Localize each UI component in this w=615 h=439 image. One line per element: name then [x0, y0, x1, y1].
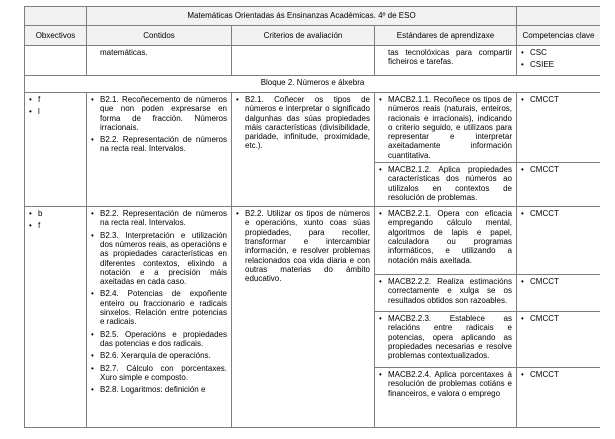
competencia-item: • CMCCT — [521, 209, 596, 218]
carry-estandares-text: tas tecnolóxicas para compartir ficheiros e tarefas. — [388, 48, 512, 67]
g1-standard-cell — [375, 93, 517, 163]
standard-item: • MACB2.1.2. Aplica propiedades características dos números ao utilizalos en contextos de resolución de problemas. — [379, 165, 512, 202]
block-title-row — [25, 76, 601, 93]
standard-item: • MACB2.2.3. Establece as relacións entre radicais e potencias, opera aplicando as propiedades necesarias e resolve problemas contextualizados. — [379, 314, 512, 360]
block-title: Bloque 2. Números e álxebra — [25, 76, 601, 93]
carry-contidos-cell — [87, 46, 232, 76]
header-contidos: Contidos — [87, 26, 232, 46]
obxectivo-item: • f — [29, 95, 82, 104]
g2-standard-cell — [375, 368, 517, 428]
g2-standard-cell — [375, 312, 517, 368]
g2-comp-cell — [517, 368, 601, 428]
contido-item: • B2.3. Interpretación e utilización dos números reais, as operacións e as propiedades características en diferentes contextos, elixindo a notación e a precisión máis axeitadas en cada caso. — [91, 231, 227, 287]
contido-item: • B2.6. Xerarquía de operacións. — [91, 351, 227, 360]
contido-item: • B2.5. Operacións e propiedades das potencias e dos radicais. — [91, 330, 227, 349]
curriculum-table — [24, 6, 600, 428]
criterio-item: • B2.1. Coñecer os tipos de números e interpretar o significado dalgunhas das súas propiedades máis características (divisibilidade, paridade, infinitude, proximidade, etc.). — [236, 95, 370, 151]
obxectivo-item: • f — [29, 221, 82, 230]
standard-item: • MACB2.2.4. Aplica porcentaxes á resolución de problemas cotiáns e financeiros, e valora o emprego — [379, 370, 512, 398]
competencia-item: • CMCCT — [521, 370, 596, 379]
g1-comp-cell — [517, 93, 601, 163]
header-criterios: Criterios de avaliación — [232, 26, 375, 46]
carry-criterios-cell — [232, 46, 375, 76]
group1-row1 — [25, 93, 601, 163]
competencia-item: • CSC — [521, 48, 596, 57]
header-row — [25, 26, 601, 46]
g1-comp-cell — [517, 163, 601, 207]
standard-item: • MACB2.2.1. Opera con eficacia empregando cálculo mental, algoritmos de lapis e papel, calculadora ou programas informáticos, e utilizando a notación máis axeitada. — [379, 209, 512, 265]
contido-item: • B2.4. Potencias de expoñente enteiro ou fraccionario e radicais sinxelos. Relación entre potencias e radicais. — [91, 289, 227, 326]
header-estandares: Estándares de aprendizaxe — [375, 26, 517, 46]
g2-comp-cell — [517, 312, 601, 368]
standard-item: • MACB2.1.1. Recoñece os tipos de números reais (naturais, enteiros, racionais e irracionais), indicando o criterio seguido, e utilízaos para representar e interpretar axeitadamente información cuantitativa. — [379, 95, 512, 160]
carry-obxectivos-cell — [25, 46, 87, 76]
contido-item: • B2.2. Representación de números na recta real. Intervalos. — [91, 209, 227, 228]
g2-criterios-cell — [232, 207, 375, 428]
g1-obxectivos-cell — [25, 93, 87, 207]
g2-comp-cell — [517, 275, 601, 312]
competencia-item: • CSIEE — [521, 60, 596, 69]
g1-criterios-cell — [232, 93, 375, 207]
carry-row — [25, 46, 601, 76]
contido-item: • B2.2. Representación de números na recta real. Intervalos. — [91, 135, 227, 154]
competencia-item: • CMCCT — [521, 314, 596, 323]
carry-competencias-cell — [517, 46, 601, 76]
header-obxectivos: Obxectivos — [25, 26, 87, 46]
criterio-item: • B2.2. Utilizar os tipos de números e operacións, xunto coas súas propiedades, para recoller, transformar e intercambiar información, e resolver problemas relacionados coa vida diaria e con outras materias do ámbito educativo. — [236, 209, 370, 283]
standard-item: • MACB2.2.2. Realiza estimacións correctamente e xulga se os resultados obtidos son razoables. — [379, 277, 512, 305]
contido-item: • B2.8. Logaritmos: definición e — [91, 385, 227, 394]
document-page — [24, 6, 600, 439]
competencia-item: • CMCCT — [521, 277, 596, 286]
contido-item: • B2.1. Recoñecemento de números que non poden expresarse en forma de fracción. Números irracionais. — [91, 95, 227, 132]
carry-contidos-text: matemáticas. — [100, 48, 148, 57]
title-row — [25, 7, 601, 26]
g2-comp-cell — [517, 207, 601, 275]
contido-item: • B2.7. Cálculo con porcentaxes. Xuro simple e composto. — [91, 364, 227, 383]
obxectivo-item: • l — [29, 107, 82, 116]
table-title: Matemáticas Orientadas ás Ensinanzas Académicas. 4º de ESO — [87, 7, 517, 26]
g2-standard-cell — [375, 207, 517, 275]
title-blank-cell-right — [517, 7, 601, 26]
competencia-item: • CMCCT — [521, 95, 596, 104]
group2-row1 — [25, 207, 601, 275]
g2-contidos-cell — [87, 207, 232, 428]
header-competencias: Competencias clave — [517, 26, 601, 46]
obxectivo-item: • b — [29, 209, 82, 218]
competencia-item: • CMCCT — [521, 165, 596, 174]
title-blank-cell — [25, 7, 87, 26]
g1-standard-cell — [375, 163, 517, 207]
carry-estandares-cell — [375, 46, 517, 76]
g2-obxectivos-cell — [25, 207, 87, 428]
g1-contidos-cell — [87, 93, 232, 207]
g2-standard-cell — [375, 275, 517, 312]
